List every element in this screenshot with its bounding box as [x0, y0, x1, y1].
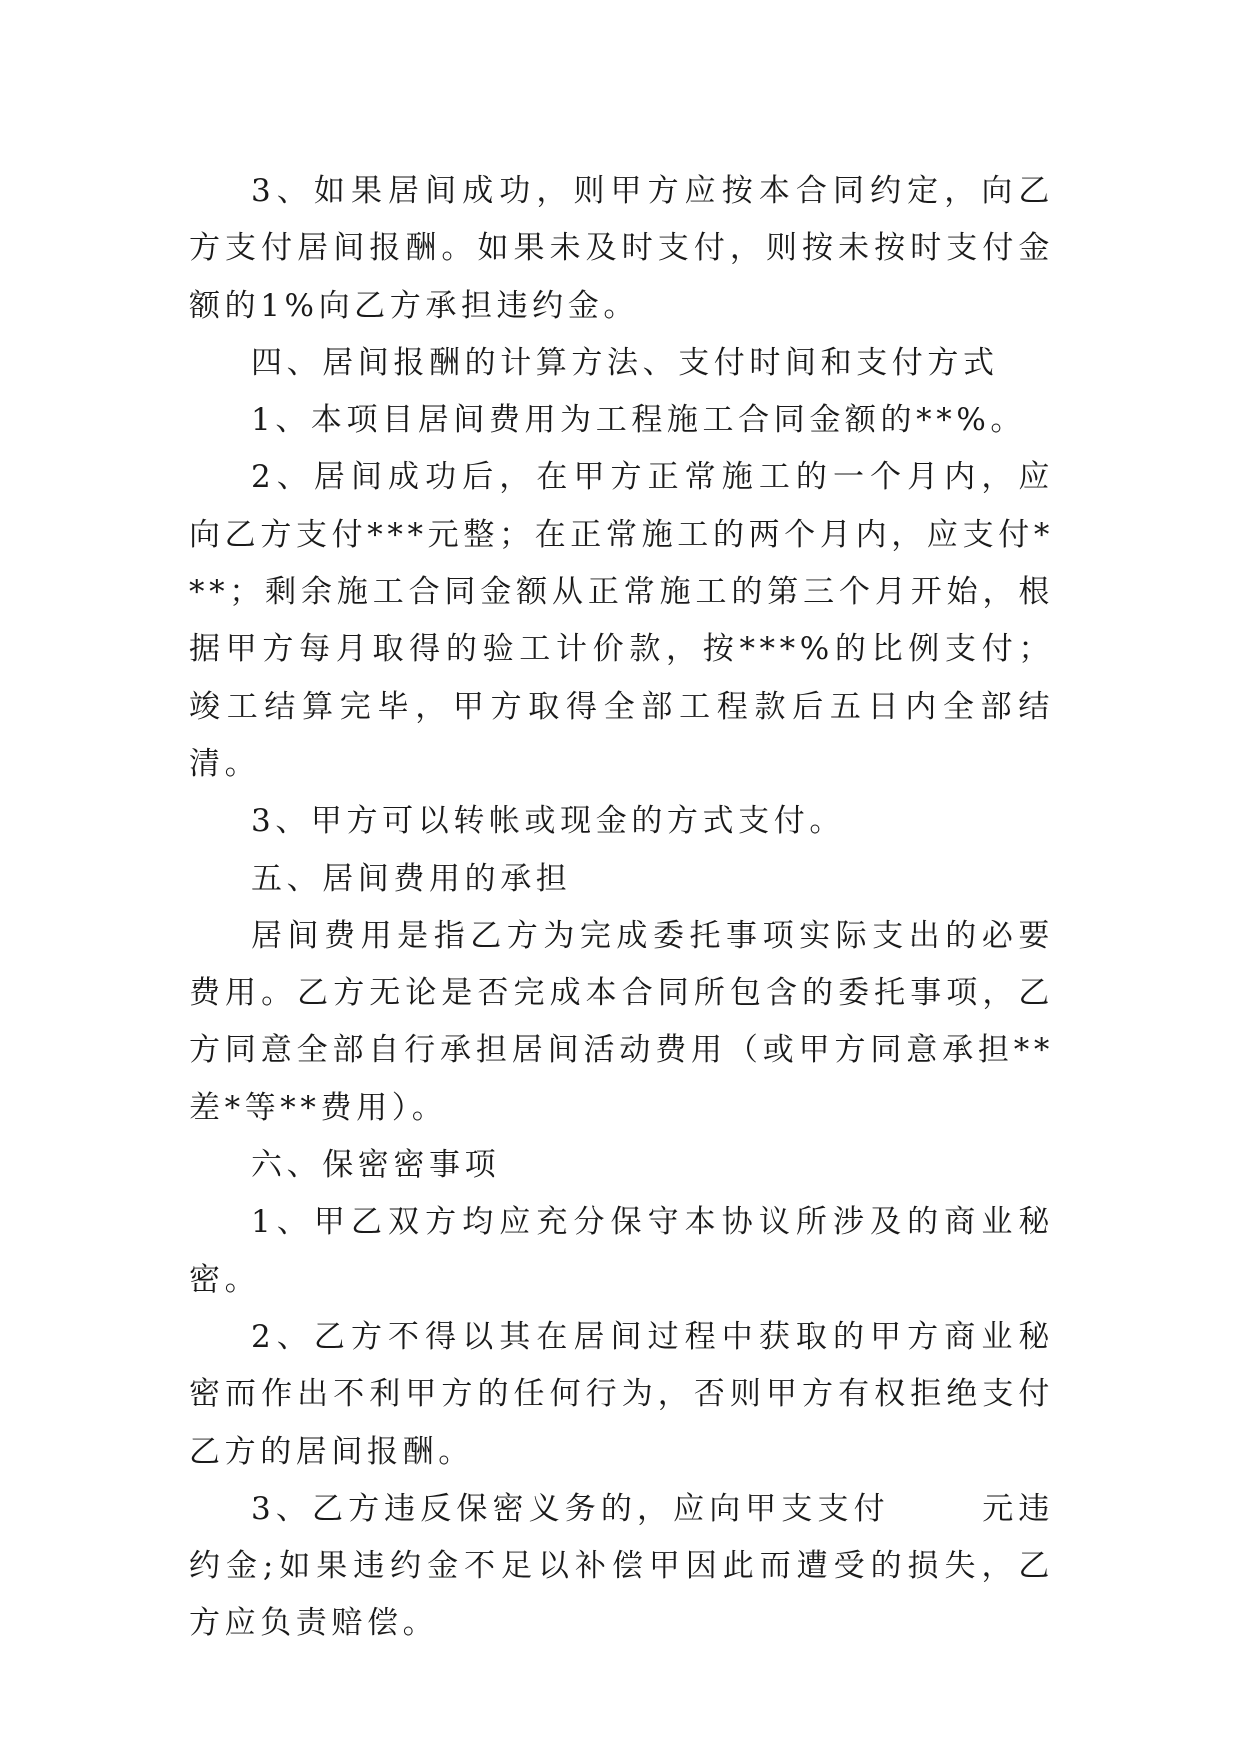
- paragraph-6-1: 1、甲乙双方均应充分保守本协议所涉及的商业秘密。: [189, 1204, 1054, 1298]
- section-heading-4: 四、居间报酬的计算方法、支付时间和支付方式: [251, 344, 999, 381]
- paragraph-6-3: [189, 1481, 1054, 1653]
- paragraph-3-payment-default: 3、如果居间成功，则甲方应按本合同约定，向乙方支付居间报酬。如果未及时支付，则按未按时支付金额的1%向乙方承担违约金。: [189, 173, 1054, 324]
- paragraph-6-3-part-a: 3、乙方违反保密义务的，应向甲支支付: [251, 1490, 890, 1527]
- paragraph-5: 居间费用是指乙方为完成委托事项实际支出的必要费用。乙方无论是否完成本合同所包含的委托事项，乙方同意全部自行承担居间活动费用（或甲方同意承担**差*等**费用）。: [189, 917, 1054, 1126]
- paragraph-6-3-part-b: 元违约金;如果违约金不足以补偿甲因此而遭受的损失，乙方应负责赔偿。: [189, 1490, 1054, 1642]
- paragraph-4-3: 3、甲方可以转帐或现金的方式支付。: [251, 803, 845, 840]
- section-heading-6: 六、保密密事项: [251, 1147, 501, 1184]
- document-body: [189, 163, 1054, 1653]
- section-heading-5: 五、居间费用的承担: [251, 860, 572, 897]
- paragraph-6-2: 2、乙方不得以其在居间过程中获取的甲方商业秘密而作出不利甲方的任何行为，否则甲方有权拒绝支付乙方的居间报酬。: [189, 1318, 1054, 1470]
- paragraph-4-1: 1、本项目居间费用为工程施工合同金额的**%。: [251, 402, 1026, 439]
- paragraph-4-2: 2、居间成功后，在甲方正常施工的一个月内，应向乙方支付***元整；在正常施工的两个月内，应支付***；剩余施工合同金额从正常施工的第三个月开始，根据甲方每月取得的验工计价款，按***%的比例支付；竣工结算完毕，甲方取得全部工程款后五日内全部结清。: [189, 459, 1054, 782]
